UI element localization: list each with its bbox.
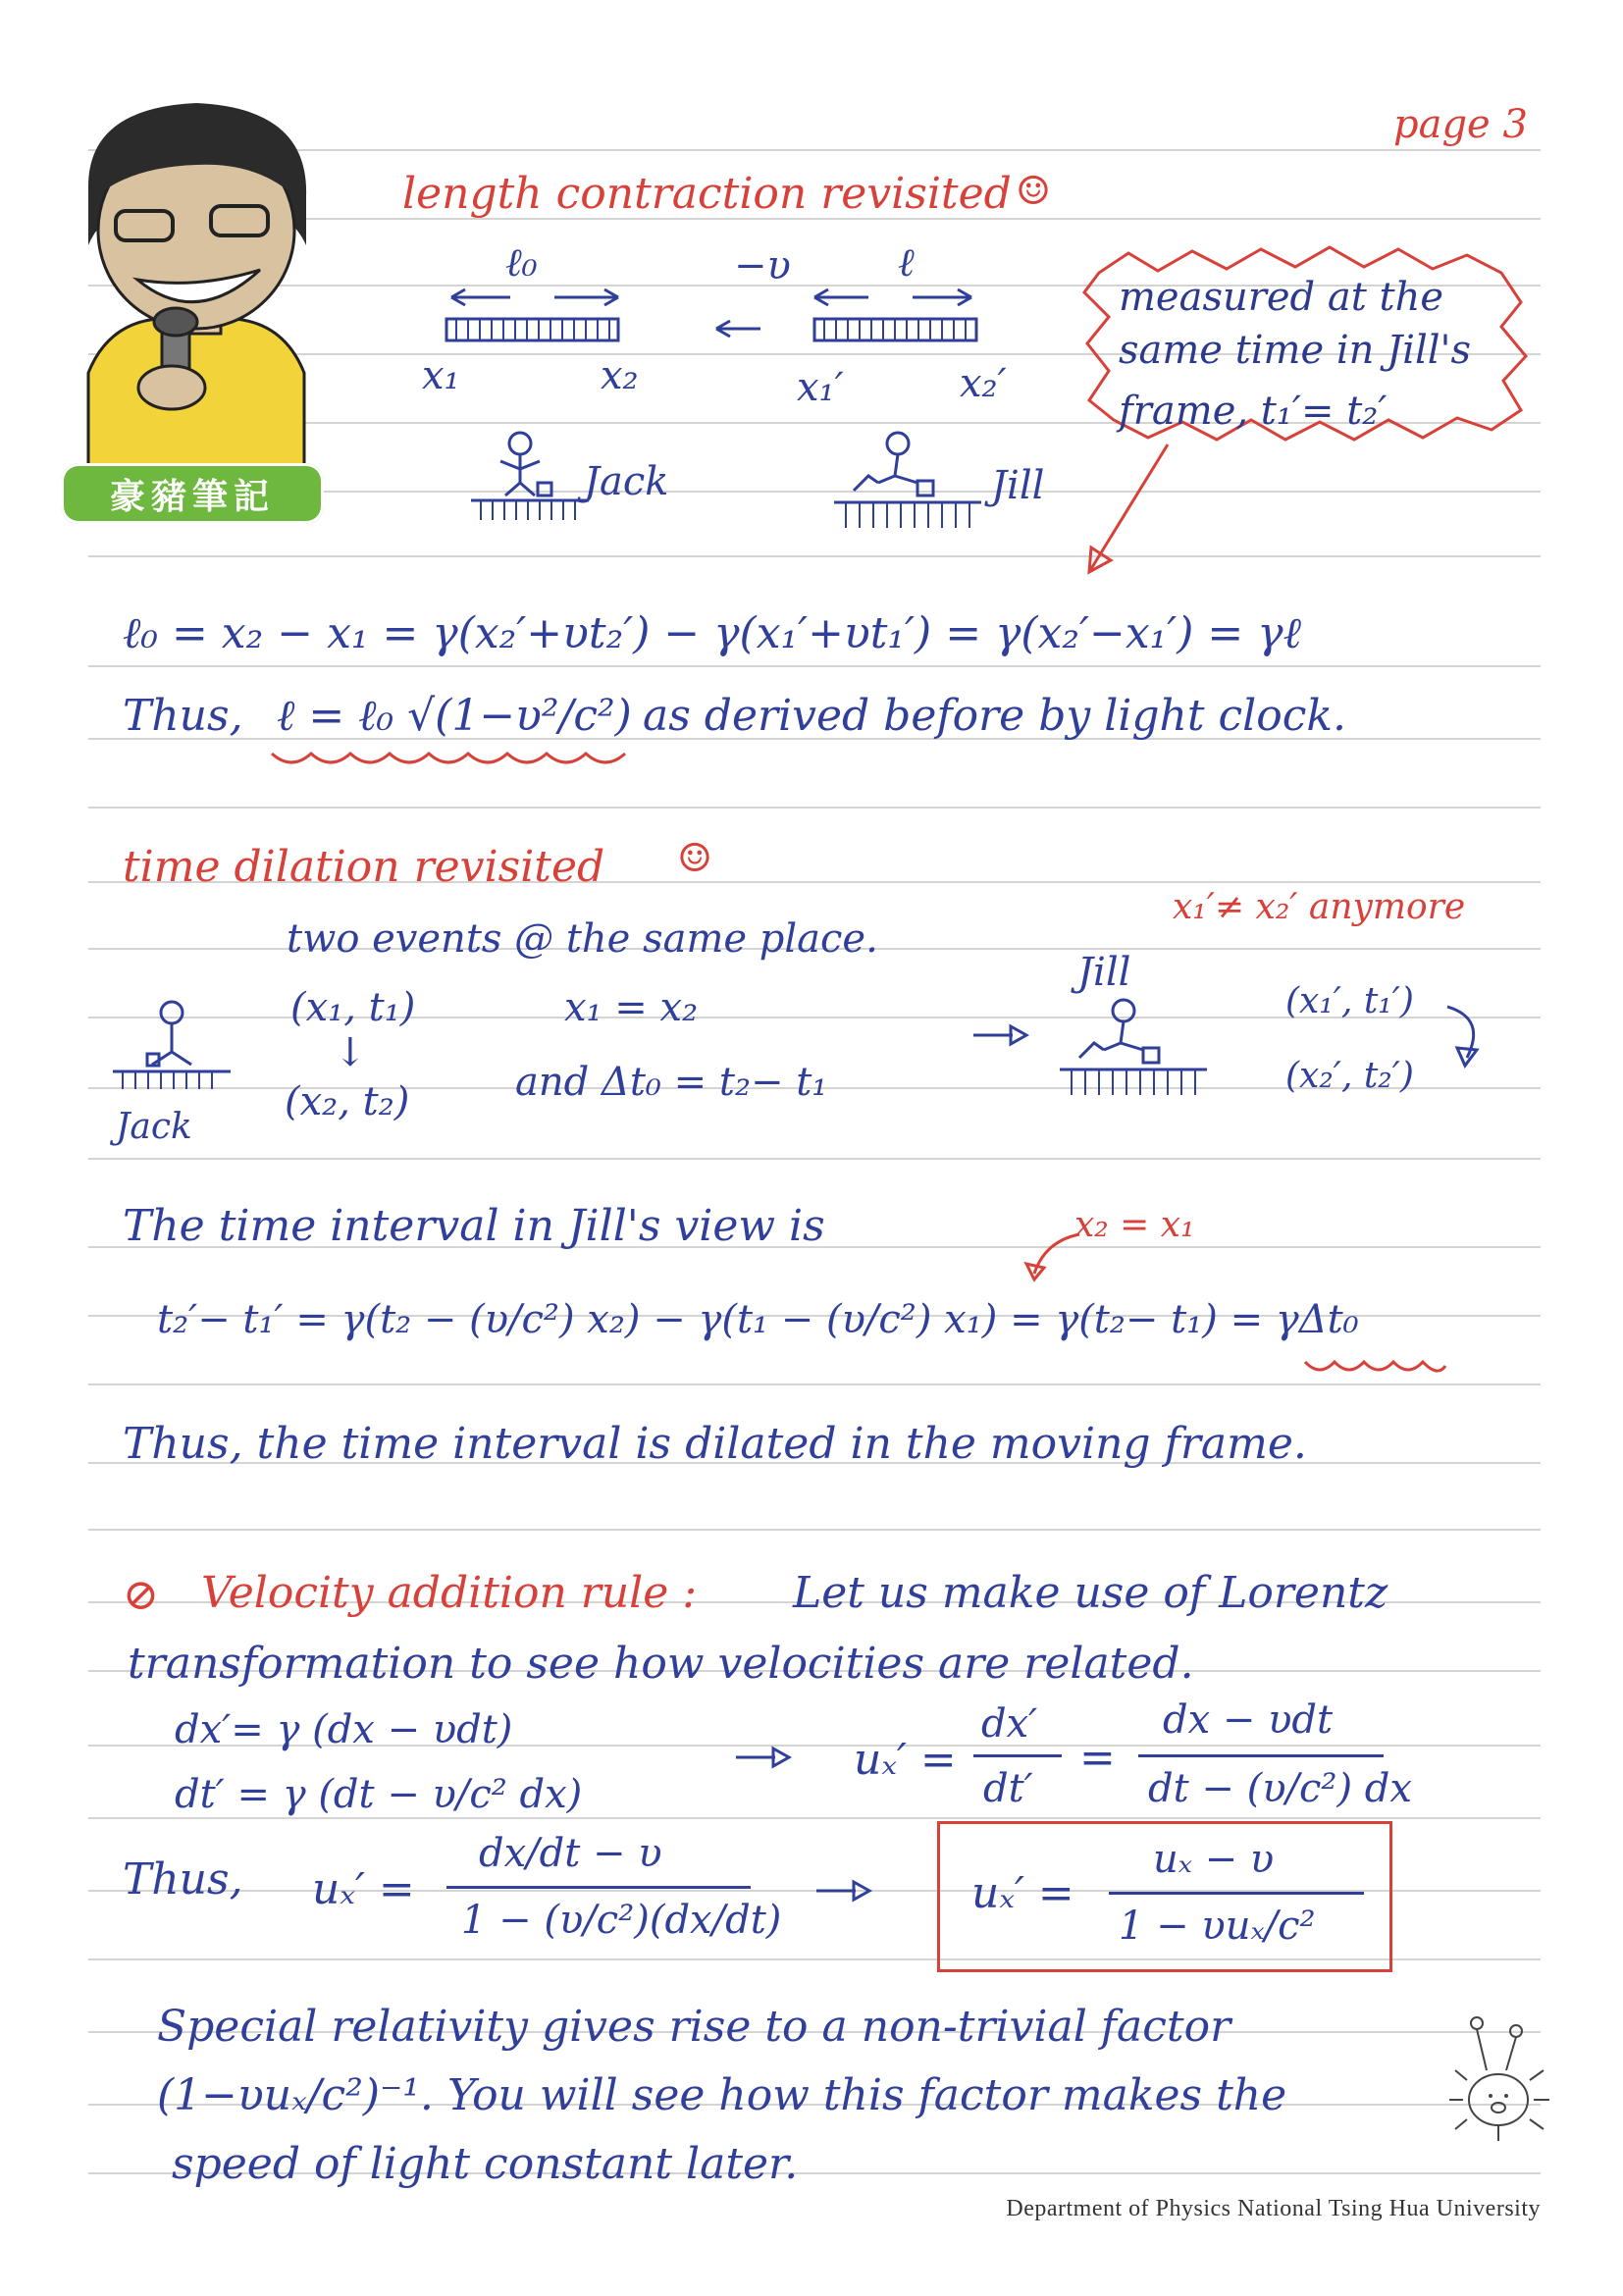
x2-prime-label: x₂′ (960, 361, 1007, 406)
rod1 (446, 319, 618, 340)
transform-arrow (971, 1020, 1030, 1050)
events-line: two events @ the same place. (287, 916, 878, 962)
thus-label-3: Thus, (123, 1854, 243, 1905)
rule-line (88, 1383, 1541, 1385)
same-position: x₁ = x₂ (564, 985, 699, 1030)
event-arrow-down: ↓ (334, 1030, 367, 1075)
contracted-length-label: ℓ (898, 240, 915, 286)
rule-line (88, 807, 1541, 809)
footer-department: Department of Physics National Tsing Hua University (1006, 2196, 1541, 2221)
jill-label-2: Jill (1077, 950, 1131, 995)
closing-line2: (1−υuₓ/c²)⁻¹. You will see how this factor makes the (157, 2070, 1287, 2120)
derive-arrow-1 (734, 1743, 793, 1772)
jill-figure-2 (1050, 989, 1227, 1117)
frac3-denominator: 1 − (υ/c²)(dx/dt) (461, 1898, 782, 1943)
result-suffix: as derived before by light clock. (643, 691, 1347, 741)
boxed-ux-prime: uₓ′ = (971, 1868, 1074, 1918)
equals-sign: = (1079, 1733, 1116, 1783)
frac1-bar (973, 1754, 1062, 1757)
frac2-numerator: dx − υdt (1163, 1697, 1334, 1743)
notes-badge: 豪豬筆記 (61, 463, 324, 524)
frac3-bar (446, 1886, 751, 1889)
boxed-fraction-bar (1109, 1892, 1364, 1895)
length-equation: ℓ₀ = x₂ − x₁ = γ(x₂′+υt₂′) − γ(x₁′+υt₁′) = γ(x₂′−x₁′) = γℓ (123, 608, 1301, 658)
jill-label: Jill (991, 463, 1045, 508)
frac2-bar (1138, 1754, 1384, 1757)
jack-label-2: Jack (116, 1107, 192, 1147)
proper-length-label: ℓ₀ (505, 240, 538, 286)
section1-title: length contraction revisited (402, 169, 1012, 219)
thus-label-1: Thus, (123, 691, 243, 741)
frac3-numerator: dx/dt − υ (479, 1831, 662, 1876)
length-contraction-result: ℓ = ℓ₀ √(1−υ²/c²) (277, 691, 632, 741)
closing-line1: Special relativity gives rise to a non-trivial factor (157, 2002, 1231, 2052)
cloud-line3: frame, t₁′= t₂′ (1119, 389, 1387, 434)
boxed-denominator: 1 − υuₓ/c² (1119, 1904, 1316, 1949)
x-not-equal-note: x₁′≠ x₂′ anymore (1173, 887, 1466, 927)
dilation-conclusion: Thus, the time interval is dilated in the moving frame. (123, 1419, 1307, 1469)
section3-title: Velocity addition rule : (201, 1568, 698, 1618)
ux-prime-lhs: uₓ′ = (854, 1735, 957, 1785)
event2-coords: (x₂, t₂) (285, 1079, 410, 1124)
cloud-line2: same time in Jill's (1119, 328, 1472, 373)
frac1-numerator: dx′ (981, 1701, 1038, 1747)
x1-label: x₁ (422, 353, 460, 398)
frac2-denominator: dt − (υ/c²) dx (1148, 1766, 1412, 1811)
section2-title: time dilation revisited (123, 842, 605, 892)
proper-time-interval: and Δt₀ = t₂− t₁ (515, 1060, 828, 1105)
result-underline (267, 744, 630, 773)
event1-coords: (x₁, t₁) (290, 985, 416, 1030)
mascot-mic-head (154, 308, 197, 336)
time-dilation-equation: t₂′− t₁′ = γ(t₂ − (υ/c²) x₂) − γ(t₁ − (υ/c²) x₁) = γ(t₂− t₁) = γΔt₀ (157, 1297, 1359, 1342)
jill-events-arrow (1438, 999, 1496, 1087)
x2-label: x₂ (601, 353, 639, 398)
jack-figure-2 (108, 991, 236, 1119)
rule-line (88, 1529, 1541, 1531)
mascot-illustration (49, 78, 343, 471)
jill-event1-coords: (x₁′, t₁′) (1285, 981, 1414, 1021)
boxed-numerator: uₓ − υ (1153, 1837, 1275, 1882)
x1-prime-label: x₁′ (797, 365, 844, 410)
derive-arrow-2 (814, 1876, 873, 1905)
smiley-icon: ☺ (677, 836, 712, 881)
devil-smiley-icon: ☺ (1016, 169, 1051, 214)
section3-intro2: transformation to see how velocities are related. (128, 1639, 1194, 1689)
jill-figure (824, 422, 1001, 549)
ux-prime-lhs-2: uₓ′ = (312, 1864, 415, 1914)
velocity-label: −υ (734, 243, 791, 288)
rule-line (88, 1817, 1541, 1819)
dx-transform: dx′= γ (dx − υdt) (175, 1707, 513, 1752)
interval-line: The time interval in Jill's view is (123, 1201, 825, 1251)
rule-line (88, 665, 1541, 667)
dt-transform: dt′ = γ (dt − υ/c² dx) (175, 1772, 583, 1817)
frac1-denominator: dt′ (983, 1766, 1033, 1811)
jill-event2-coords: (x₂′, t₂′) (1285, 1056, 1414, 1096)
page-number: page 3 (1393, 102, 1528, 147)
mascot-hand (138, 366, 205, 409)
closing-line3: speed of light constant later. (172, 2139, 799, 2189)
section3-intro1: Let us make use of Lorentz (793, 1568, 1388, 1618)
section3-icon: ⊘ (123, 1570, 159, 1620)
x2-equals-x1-note: x₂ = x₁ (1074, 1205, 1195, 1245)
porcupine-doodle (1447, 2011, 1555, 2149)
cloud-line1: measured at the (1119, 275, 1443, 320)
rule-line (88, 1158, 1541, 1160)
gamma-dt-underline (1300, 1354, 1447, 1380)
note-arrow (1021, 1226, 1099, 1285)
jack-label: Jack (584, 459, 669, 504)
